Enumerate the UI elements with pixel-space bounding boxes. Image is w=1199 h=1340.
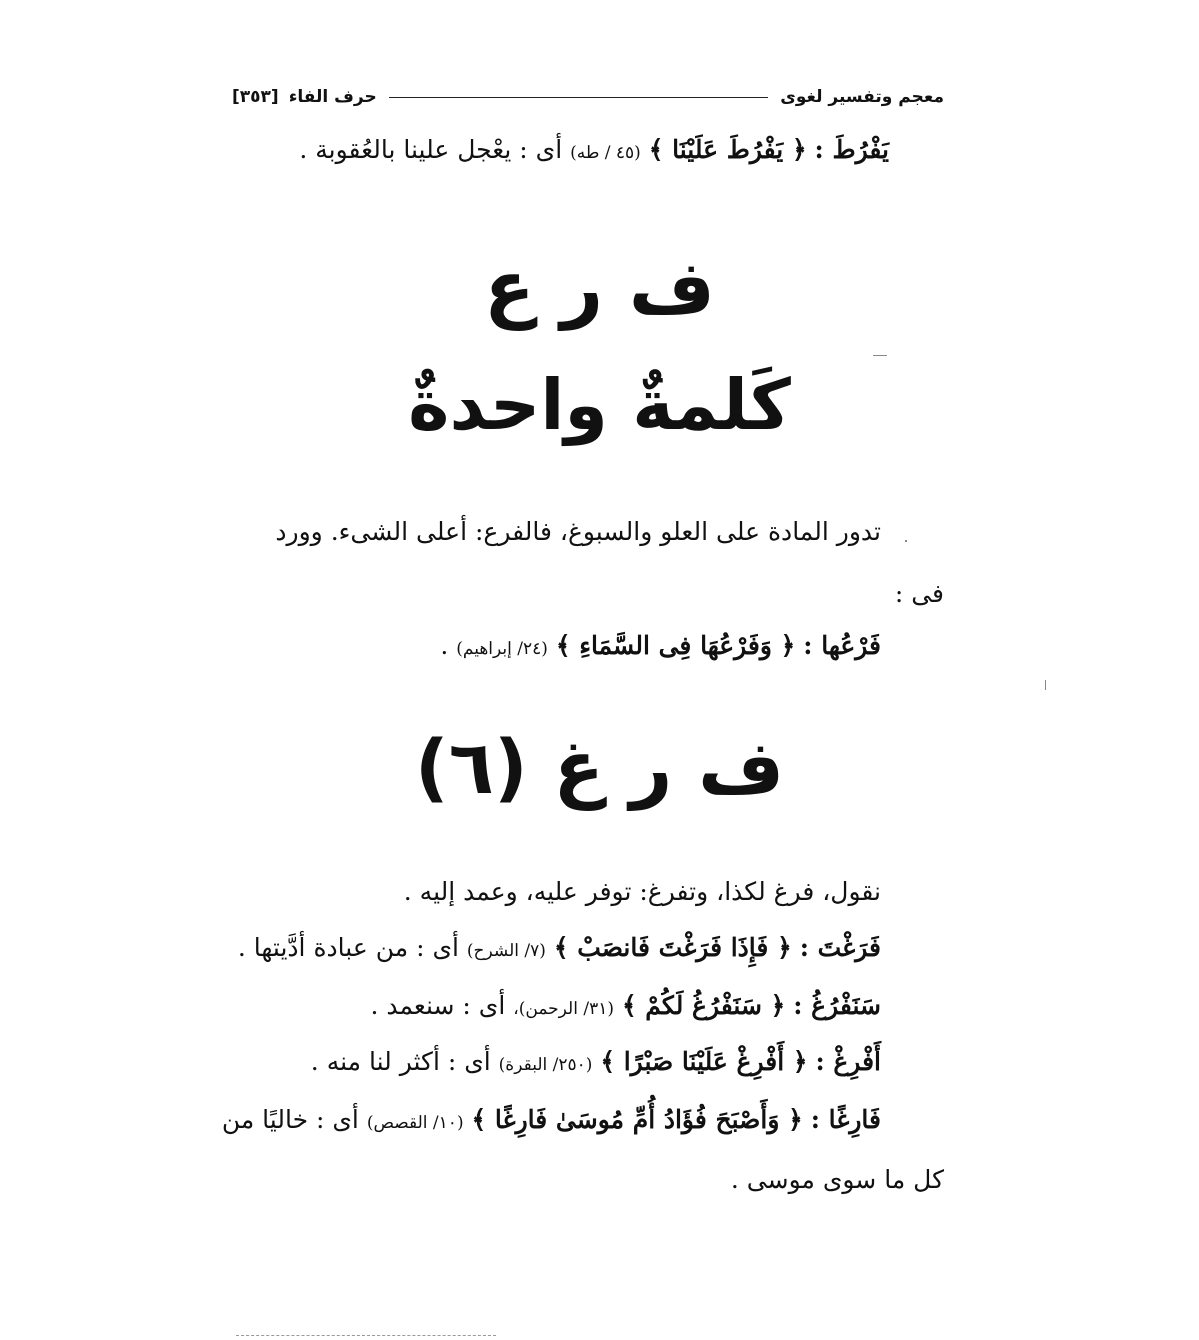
entry-sanafrughu	[370, 986, 881, 1029]
entry-farighan	[222, 1100, 881, 1143]
entry-faraghta	[238, 928, 881, 971]
root-heading: ف ر غ (٦)	[414, 725, 785, 811]
header-rule	[389, 97, 769, 98]
entry-term: فَرَغْتَ :	[799, 933, 881, 962]
entry-reference: (٧/ الشرح)	[466, 941, 546, 961]
root-intro: نقول، فرغ لكذا، وتفرغ: توفر عليه، وعمد إليه .	[403, 877, 881, 906]
page-number: [٣٥٣]	[232, 87, 279, 107]
entry-gloss: أى : من عبادة أدَّيتها .	[237, 933, 459, 962]
section-title: حرف الفاء	[288, 87, 377, 107]
entry-term: يَفْرُطَ :	[814, 135, 889, 164]
entry-gloss: أى : يعْجل علينا بالعُقوبة .	[299, 135, 563, 164]
footer-rule	[236, 1335, 496, 1336]
entry-term: فَارِغًا :	[810, 1105, 881, 1134]
entry-reference: (٤٥ / طه)	[570, 143, 641, 163]
entry-reference: (١٠/ القصص)	[366, 1113, 464, 1133]
scan-mark	[1045, 680, 1046, 690]
entry-gloss: أى : أكثر لنا منه .	[310, 1047, 491, 1076]
entry-term: فَرْعُها :	[803, 631, 881, 660]
entry-quote: ﴿ وَأَصْبَحَ فُؤَادُ أُمِّ مُوسَىٰ فَارِغًا ﴾	[471, 1105, 803, 1134]
entry-quote: ﴿ يَفْرُطَ عَلَيْنَا ﴾	[648, 135, 807, 164]
root-intro-line-2: فى :	[894, 579, 944, 608]
entry-term: أَفْرِغْ :	[815, 1047, 881, 1076]
entry-afrigh	[311, 1042, 881, 1085]
entry-reference: (٢٤/ إبراهيم)	[456, 639, 548, 659]
root-heading: ف ر ع	[484, 245, 715, 331]
root-intro-line-1: تدور المادة على العلو والسبوغ، فالفرع: أعلى الشىء. وورد	[275, 517, 881, 546]
scan-mark	[873, 355, 887, 356]
entry-quote: ﴿ وَفَرْعُهَا فِى السَّمَاءِ ﴾	[555, 631, 796, 660]
entry-tail: .	[440, 631, 449, 660]
scan-mark	[905, 540, 907, 542]
entry-reference: (٣١/ الرحمن)،	[513, 999, 614, 1019]
book-title: معجم وتفسير لغوى	[780, 87, 944, 107]
entry-farauha	[440, 626, 881, 669]
entry-continuation: كل ما سوى موسى .	[730, 1165, 944, 1194]
entry-reference: (٢٥٠/ البقرة)	[498, 1055, 593, 1075]
entry-term: سَنَفْرُغُ :	[793, 991, 881, 1020]
entry-gloss: أى : خاليًا من	[221, 1105, 359, 1134]
entry-quote: ﴿ سَنَفْرُغُ لَكُمْ ﴾	[621, 991, 786, 1020]
root-subtitle: كَلمةٌ واحدةٌ	[408, 364, 791, 446]
entry-quote: ﴿ أَفْرِغْ عَلَيْنَا صَبْرًا ﴾	[600, 1047, 808, 1076]
running-header	[232, 82, 944, 112]
entry-gloss: أى : سنعمد .	[370, 991, 506, 1020]
entry-quote: ﴿ فَإِذَا فَرَغْتَ فَانصَبْ ﴾	[553, 933, 792, 962]
entry-ufrit	[299, 130, 889, 173]
